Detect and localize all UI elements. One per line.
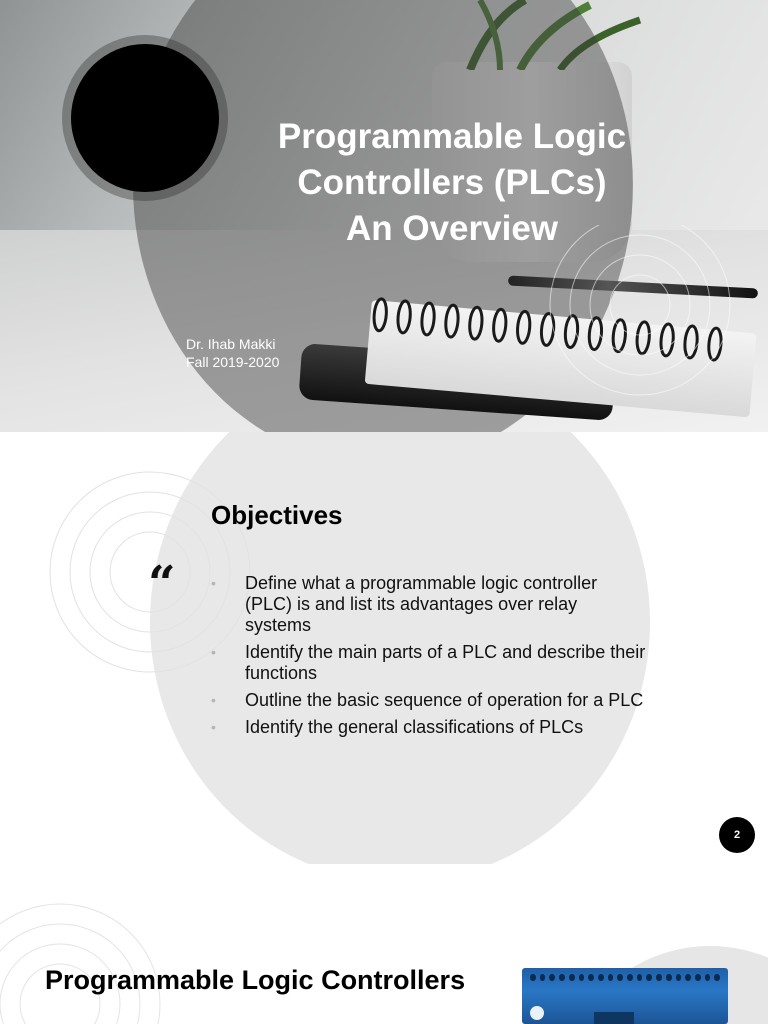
list-item <box>208 642 648 684</box>
list-item <box>208 717 648 738</box>
list-item <box>208 690 648 711</box>
terminal-strip <box>530 974 720 982</box>
plc-slide <box>0 864 768 1024</box>
list-item <box>208 573 648 636</box>
plc-heading: Programmable Logic Controllers <box>45 965 466 995</box>
title-slide <box>0 0 768 432</box>
plc-display-window <box>594 1012 634 1024</box>
title-line-1: Programmable Logic <box>277 117 627 156</box>
plc-device-image <box>522 968 728 1024</box>
bullet-icon: • <box>211 575 216 591</box>
objective-text: Outline the basic sequence of operation for a PLC <box>245 690 644 710</box>
bullet-icon: • <box>211 719 216 735</box>
author-info <box>186 335 279 371</box>
title-line-3: An Overview <box>345 209 559 248</box>
objective-text: Define what a programmable logic controller (PLC) is and list its advantages over relay systems <box>245 573 598 635</box>
author-name: Dr. Ihab Makki <box>186 336 276 352</box>
objective-text: Identify the main parts of a PLC and describe their functions <box>245 642 646 683</box>
quote-mark-icon: “ <box>148 556 176 612</box>
decorative-concentric-rings <box>520 225 760 405</box>
decorative-black-circle <box>71 44 219 192</box>
presentation-title <box>236 114 668 252</box>
title-line-2: Controllers (PLCs) <box>297 163 607 202</box>
objectives-list <box>208 573 648 744</box>
decorative-concentric-rings <box>0 894 190 1024</box>
bullet-icon: • <box>211 644 216 660</box>
page-number-badge: 2 <box>719 817 755 853</box>
objectives-slide <box>0 432 768 864</box>
term-label: Fall 2019-2020 <box>186 354 280 370</box>
brand-logo-icon <box>530 1006 544 1020</box>
objective-text: Identify the general classifications of PLCs <box>245 717 584 737</box>
objectives-heading: Objectives <box>211 500 343 530</box>
bullet-icon: • <box>211 692 216 708</box>
